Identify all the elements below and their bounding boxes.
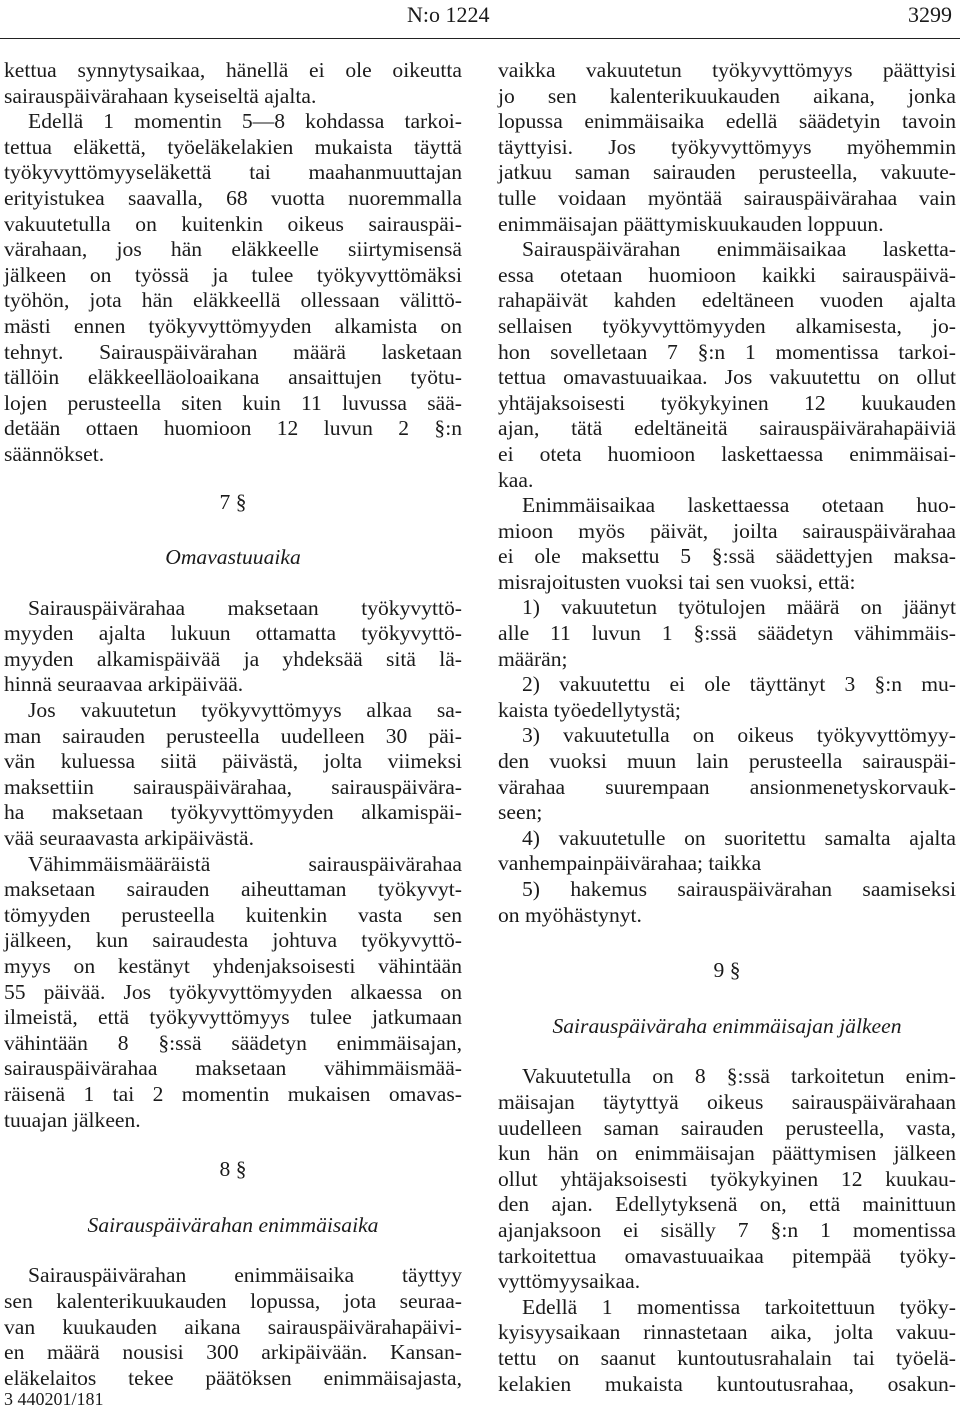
text-line: täyttyisi. Jos työkyvyttömyys myöhemmin [498, 134, 956, 159]
text-line: enimmäisajan päättymiskuukauden loppuun. [498, 211, 884, 236]
text-line: maksettiin sairauspäivärahaa, sairauspäivära- [4, 774, 462, 799]
text-line: kettua synnytysaikaa, hänellä ei ole oikeutta [4, 58, 462, 82]
text-line: ajan, tätä edeltäneitä sairauspäivärahapäiviä [498, 416, 956, 441]
section-title-9: Sairauspäiväraha enimmäisajan jälkeen [552, 1013, 902, 1038]
text-line: työhön, jota hän eläkkeellä ollessaan välittö- [4, 288, 462, 313]
text-line: en määrä nousisi 300 arkipäivään. Kansan- [4, 1340, 462, 1365]
text-line: Sairauspäivärahaa maksetaan työkyvyttö- [28, 595, 462, 620]
text-line: alle 11 luvun 1 §:ssä säädetyn vähimmäis- [498, 621, 956, 646]
text-line: myyden alkamispäivää ja yhdeksää sitä lä- [4, 646, 462, 671]
text-line: määrän; [498, 646, 568, 671]
text-line: on myöhästynyt. [498, 902, 642, 927]
text-line: ilmeistä, että työkyvyttömyys tulee jatkumaan [4, 1005, 462, 1030]
text-line: detään ottaen huomioon 12 luvun 2 §:n [4, 416, 462, 441]
text-line: kelakien mukaista kuntoutusrahaa, osakun- [498, 1371, 956, 1396]
text-line: tettua omavastuuaikaa. Jos vakuutettu on ollut [498, 365, 956, 390]
text-line: jatkuu saman sairauden perusteella, vakuute- [498, 160, 956, 185]
text-line: myys on kestänyt yhdenjaksoisesti vähintään [4, 954, 462, 978]
text-line: uudelleen saman sairauden perusteella, vasta, [498, 1115, 956, 1140]
text-line: kaista työedellytystä; [498, 697, 681, 722]
left-column [4, 58, 462, 1391]
text-line: essa otetaan huomioon kaikki sairauspäivä- [498, 262, 956, 287]
list-item-4: 4) vakuutetulle on suoritettu samalta ajalta [522, 825, 956, 850]
text-line: jälkeen on työssä ja tulee työkyvyttömäksi [4, 262, 462, 287]
page-header [0, 0, 960, 28]
text-line: mäisajan täytyttyä oikeus sairauspäivärahaan [498, 1089, 956, 1114]
text-line: Vähimmäismääräistä sairauspäivärahaa [28, 851, 462, 876]
text-line: mästi ennen työkyvyttömyyden alkamista on [4, 313, 462, 338]
text-line: vyttömyysaikaa. [498, 1269, 641, 1294]
text-line: kaa. [498, 467, 534, 492]
left-text-block-a [4, 58, 462, 468]
text-line: erityistukea saavalla, 68 vuotta nuoremmalla [4, 185, 462, 210]
text-line: säännökset. [4, 441, 105, 466]
section-number-9: 9 § [713, 958, 741, 983]
list-item-2: 2) vakuutettu ei ole täyttänyt 3 §:n mu- [522, 672, 956, 697]
text-line: sellaisen työkyvyttömyyden alkamisesta, jo- [498, 313, 956, 338]
text-line: lopussa enimmäisaika edellä säädetyin tavoin [498, 109, 956, 134]
text-line: mioon myös päivät, joilta sairauspäivärahaa [498, 518, 956, 543]
text-line: tehnyt. Sairauspäivärahan määrä lasketaan [4, 339, 462, 364]
right-column [498, 58, 956, 1397]
text-line: misrajoitusten vuoksi tai sen vuoksi, että: [498, 569, 856, 594]
text-line: Edellä 1 momentin 5—8 kohdassa tarkoi- [28, 109, 462, 134]
text-line: vaikka vakuutetun työkyvyttömyys päättyisi [498, 58, 956, 82]
text-line: rahapäivät kahden edeltäneen vuoden ajalta [498, 288, 956, 313]
text-line: man sairauden perusteella uudelleen 30 päi- [4, 723, 462, 748]
text-line: Edellä 1 momentissa tarkoitettuun työky- [522, 1294, 956, 1319]
text-line: kyisyysaikaan rinnastetaan aika, jolta vakuu- [498, 1320, 956, 1345]
text-line: vanhempainpäivärahaa; taikka [498, 851, 762, 876]
text-line: sairauspäivärahaa maksetaan vähimmäismää- [4, 1056, 462, 1081]
text-line: ha maksetaan työkyvyttömyyden alkamispäi- [4, 800, 462, 825]
text-line: den ajan. Edellytyksenä on, että mainittuun [498, 1192, 956, 1217]
text-line: tällöin eläkkeelläoloaikana ansaittujen työtu- [4, 365, 462, 390]
text-line: Vakuutetulla on 8 §:ssä tarkoitetun enim- [522, 1064, 956, 1089]
section-title-8: Sairauspäivärahan enimmäisaika [87, 1212, 379, 1237]
text-line: Jos vakuutetun työkyvyttömyys alkaa sa- [28, 698, 462, 723]
text-line: tömyyden perusteella kuitenkin vasta sen [4, 902, 462, 927]
text-line: vakuutetulla on kuitenkin oikeus sairauspäi- [4, 211, 462, 236]
text-line: Sairauspäivärahan enimmäisaika täyttyy [28, 1263, 462, 1288]
right-text-block-b [498, 1064, 956, 1397]
text-line: työkyvyttömyyseläkettä tai maahanmuuttajan [4, 160, 462, 185]
text-line: yhtäjaksoisesti työkykyinen 12 kuukauden [498, 390, 956, 415]
left-text-block-b [4, 596, 462, 1133]
text-line: hon sovelletaan 7 §:n 1 momentissa tarkoi- [498, 339, 956, 364]
text-line: jälkeen, kun sairaudesta johtuva työkyvyttö- [4, 928, 462, 953]
text-line: maksetaan sairauden aiheuttaman työkyvyt- [4, 877, 462, 902]
text-line: tettu on saanut kuntoutusrahalain tai työelä- [498, 1345, 956, 1370]
left-text-block-c [4, 1263, 462, 1391]
footer-code: 3 440201/181 [4, 1389, 104, 1409]
section-number-7: 7 § [219, 489, 247, 514]
text-line: ei oteta huomioon laskettaessa enimmäisai- [498, 441, 956, 466]
text-line: räisenä 1 tai 2 momentin mukaisen omavas- [4, 1081, 462, 1106]
list-item-1: 1) vakuutetun työtulojen määrä on jäänyt [522, 595, 956, 620]
list-item-3: 3) vakuutetulla on oikeus työkyvyttömyy- [522, 723, 956, 748]
text-line: lojen perusteella siten kuin 11 luvussa sää- [4, 390, 462, 415]
text-line: ajanjaksoon ei sisälly 7 §:n 1 momentissa [498, 1217, 956, 1242]
list-item-5: 5) hakemus sairauspäivärahan saamiseksi [522, 877, 956, 901]
text-line: tuuajan jälkeen. [4, 1107, 141, 1132]
text-line: värahaan, jos hän eläkkeelle siirtymisensä [4, 237, 462, 262]
text-line: värahaa suurempaan ansionmenetyskorvauk- [498, 774, 956, 799]
text-line: ollut yhtäjaksoisesti työkykyinen 12 kuukau- [498, 1166, 956, 1191]
text-line: jo sen kalenterikuukauden aikana, jonka [498, 83, 956, 108]
text-line: sen kalenterikuukauden lopussa, jota seuraa- [4, 1288, 462, 1313]
text-line: van kuukauden aikana sairauspäivärahapäivi- [4, 1314, 462, 1339]
text-line: den vuoksi muun lain perusteella sairauspäi- [498, 749, 956, 774]
text-line: tettua eläkettä, työeläkelakien mukaista täyttä [4, 134, 462, 159]
right-text-block-a [498, 58, 956, 928]
text-line: seen; [498, 800, 543, 825]
text-line: 55 päivää. Jos työkyvyttömyyden alkaessa on [4, 979, 462, 1004]
section-title-7: Omavastuuaika [165, 545, 301, 570]
text-line: tarkoitettua omavastuuaikaa pitempää työky- [498, 1243, 956, 1268]
text-line: myyden ajalta lukuun ottamatta työkyvyttö- [4, 621, 462, 646]
text-line: Sairauspäivärahan enimmäisaikaa lasketta- [522, 237, 956, 262]
journal-number: N:o 1224 [407, 2, 490, 27]
text-line: vää seuraavasta arkipäivästä. [4, 826, 254, 851]
text-line: kun hän on enimmäisajan päättymisen jälkeen [498, 1141, 956, 1166]
text-line: vähintään 8 §:ssä säädetyn enimmäisajan, [4, 1030, 462, 1055]
text-line: hinnä seuraavaa arkipäivää. [4, 672, 244, 697]
text-line: eläkelaitos tekee päätöksen enimmäisajasta, [4, 1365, 462, 1390]
text-line: Enimmäisaikaa laskettaessa otetaan huo- [522, 493, 956, 518]
page-number: 3299 [908, 2, 952, 27]
text-line: vän kuluessa siitä päivästä, jolta viimeksi [4, 749, 462, 774]
section-number-8: 8 § [219, 1157, 247, 1182]
text-line: tulle voidaan myöntää sairauspäivärahaa vain [498, 185, 956, 210]
text-line: sairauspäivärahaan kyseiseltä ajalta. [4, 83, 317, 108]
text-line: ei ole maksettu 5 §:ssä säädettyjen maksa- [498, 544, 956, 569]
header-rule [0, 38, 960, 39]
